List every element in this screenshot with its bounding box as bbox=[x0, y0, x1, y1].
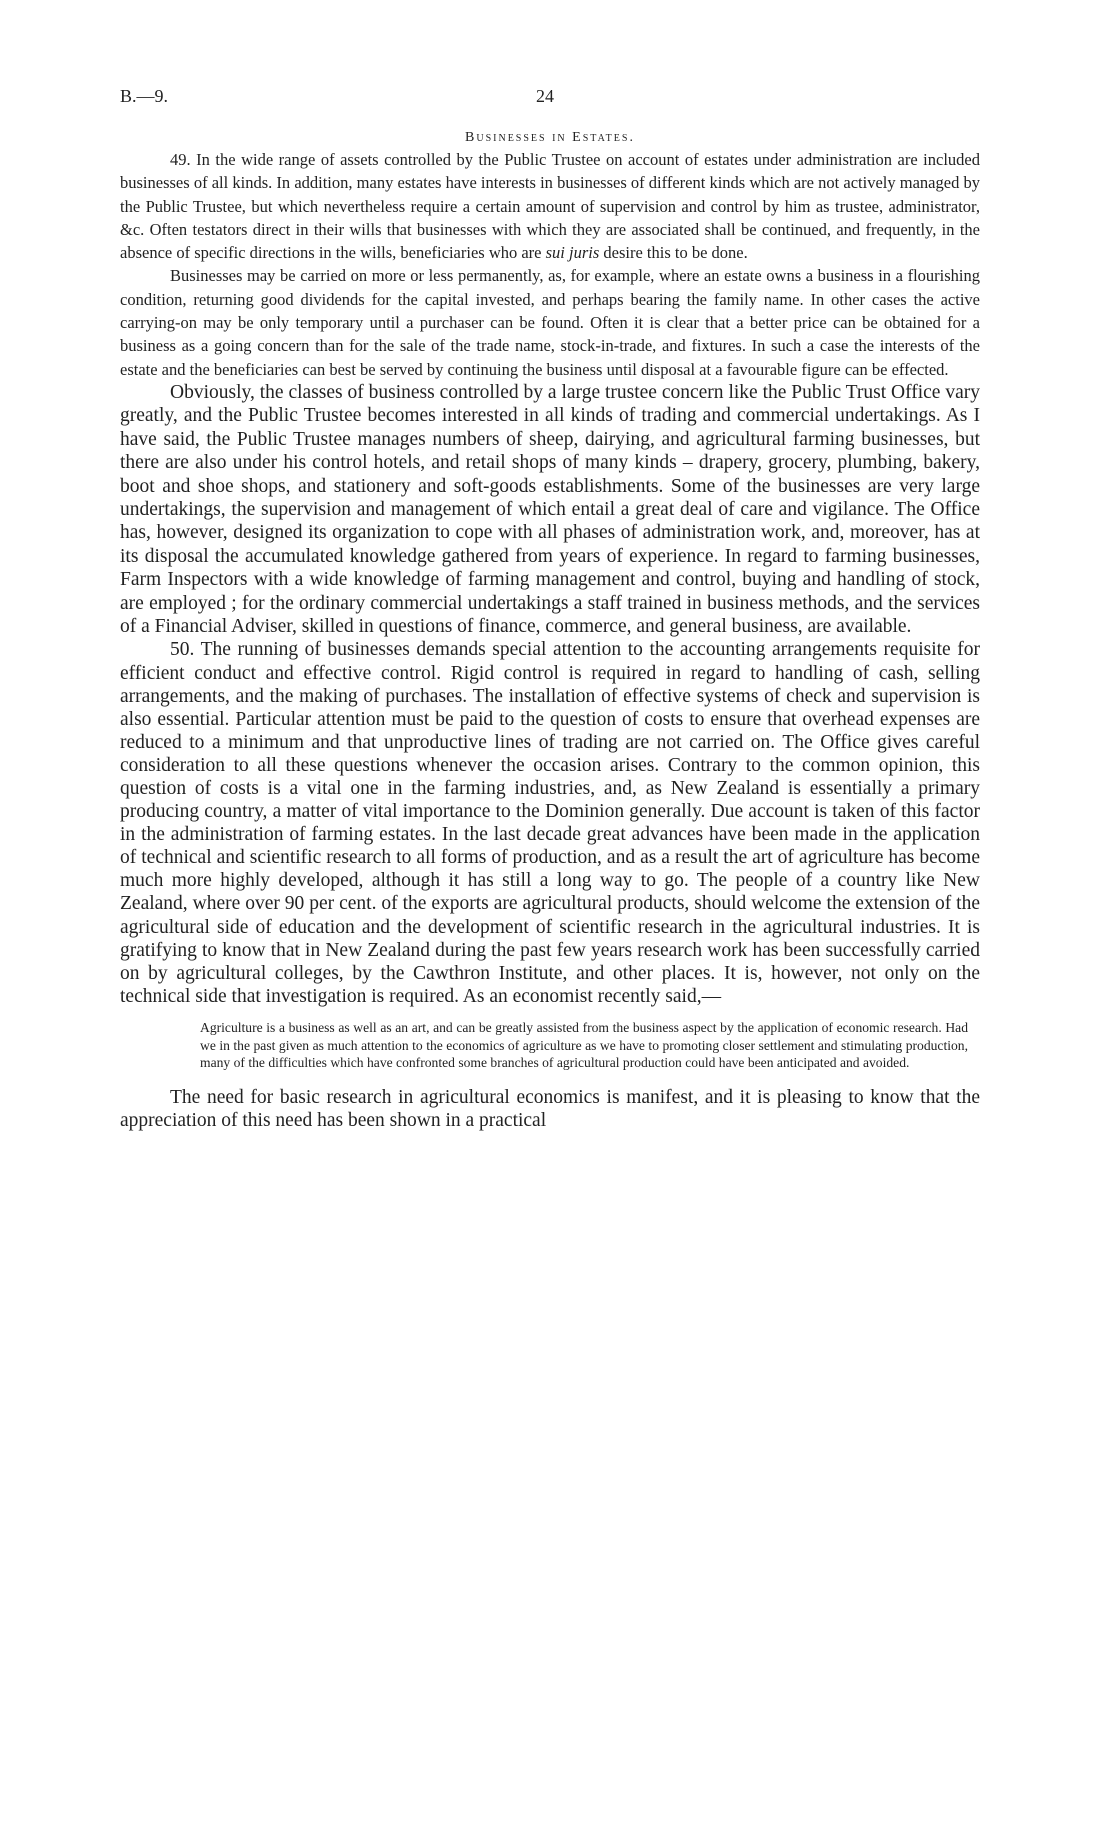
paragraph-50: 50. The running of businesses demands special attention to the accounting arrangements requisite for efficient conduct and effective control. Rigid control is required in regard to handling of cash, selling arrangements, and the making of purchases. The installation of effective systems of check and supervision is also essential. Particular attention must be paid to the question of costs to ensure that overhead expenses are reduced to a minimum and that unproductive lines of trading are not carried on. The Office gives careful consideration to all these questions whenever the occasion arises. Contrary to the common opinion, this question of costs is a vital one in the farming industries, and, as New Zealand is essentially a primary producing country, a matter of vital importance to the Dominion generally. Due account is taken of this factor in the administration of farming estates. In the last decade great advances have been made in the application of technical and scientific research to all forms of production, and as a result the art of agriculture has become much more highly developed, although it has still a long way to go. The people of a country like New Zealand, where over 90 per cent. of the exports are agricultural products, should welcome the extension of the agricultural side of education and the development of scientific research in the agricultural industries. It is gratifying to know that in New Zealand during the past few years research work has been successfully carried on by agricultural colleges, by the Cawthron Institute, and other places. It is, however, not only on the technical side that investigation is required. As an economist recently said,— bbox=[120, 639, 980, 1007]
paragraph-49-text-before: 49. In the wide range of assets controlled by the Public Trustee on account of estates under administration are included businesses of all kinds. In addition, many estates have interests in businesses of different kinds which are not actively managed by the Public Trustee, but which nevertheless require a certain amount of supervision and control by him as trustee, administrator, &c. Often testators direct in their wills that businesses with which they are associated shall be continued, and frequently, in the absence of specific directions in the wills, beneficiaries who are bbox=[120, 150, 980, 263]
paragraph-final: The need for basic research in agricultural economics is manifest, and it is pleasing to know that the appreciation of this need has been shown in a practical bbox=[120, 1086, 980, 1132]
page-number: 24 bbox=[536, 86, 554, 106]
block-quote: Agriculture is a business as well as an art, and can be greatly assisted from the business aspect by the application of economic research. Had we in the past given as much attention to the economics of agriculture as we have to promoting closer settlement and stimulating production, many of the difficulties which have confronted some branches of agricultural production could have been anticipated and avoided. bbox=[200, 1019, 968, 1071]
paragraph-49 bbox=[120, 148, 980, 264]
document-reference: B.—9. bbox=[120, 86, 169, 106]
paragraph-businesses: Businesses may be carried on more or less permanently, as, for example, where an estate owns a business in a flourishing condition, returning good dividends for the capital invested, and perhaps bearing the family name. In other cases the active carrying-on may be only temporary until a purchaser can be found. Often it is clear that a better price can be obtained for a business as a going concern than for the sale of the trade name, stock-in-trade, and fixtures. In such a case the interests of the estate and the beneficiaries can best be served by continuing the business until disposal at a favourable figure can be effected. bbox=[120, 266, 980, 379]
paragraph-obviously: Obviously, the classes of business controlled by a large trustee concern like the Public Trust Office vary greatly, and the Public Trustee becomes interested in all kinds of trading and commercial undertakings. As I have said, the Public Trustee manages numbers of sheep, dairying, and agricultural farming businesses, but there are also under his control hotels, and retail shops of many kinds – drapery, grocery, plumbing, bakery, boot and shoe shops, and stationery and soft-goods establishments. Some of the businesses are very large undertakings, the supervision and management of which entail a great deal of care and vigilance. The Office has, however, designed its organization to cope with all phases of administration work, and, moreover, has at its disposal the accumulated knowledge gathered from years of experience. In regard to farming businesses, Farm Inspectors with a wide knowledge of farming management and control, buying and handling of stock, are employed ; for the ordinary commercial undertakings a staff trained in business methods, and the services of a Financial Adviser, skilled in questions of finance, commerce, and general business, are available. bbox=[120, 381, 980, 638]
section-heading: Businesses in Estates. bbox=[465, 130, 635, 145]
paragraph-49-text-after: desire this to be done. bbox=[599, 243, 748, 263]
document-body bbox=[120, 120, 980, 1133]
page-header bbox=[120, 86, 980, 116]
paragraph-49-italic: sui juris bbox=[545, 243, 600, 263]
